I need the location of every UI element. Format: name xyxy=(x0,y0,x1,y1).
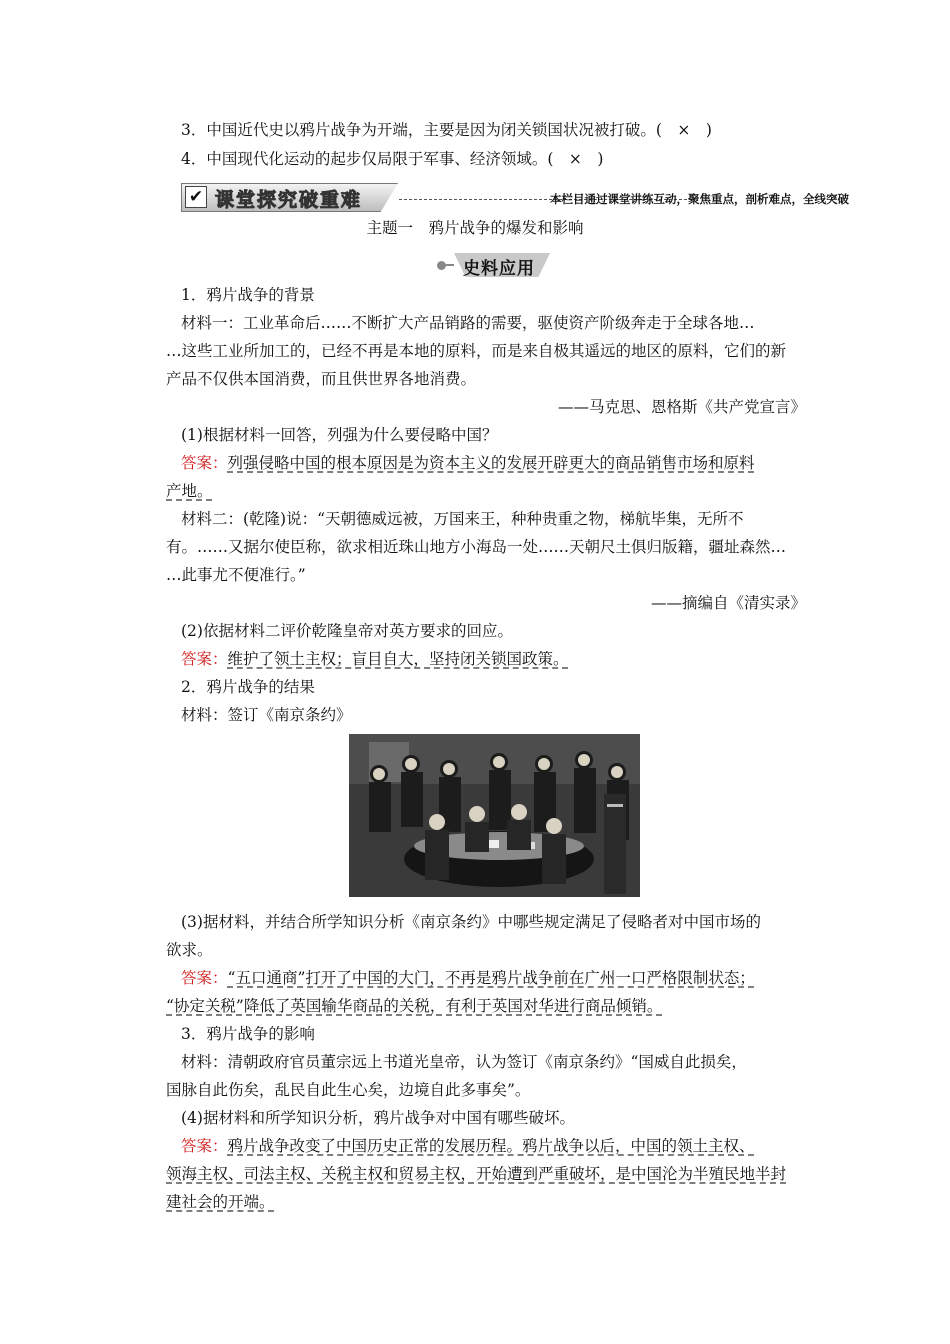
material-text: 材料一：工业革命后……不断扩大产品销路的需要，驱使资产阶级奔走于全球各地… xyxy=(181,314,755,332)
treaty-signing-illustration xyxy=(349,734,640,897)
question-2: (2)依据材料二评价乾隆皇帝对英方要求的回应。 xyxy=(181,622,513,640)
banner-title: 课堂探究破重难 xyxy=(215,189,363,211)
question-4: (4)据材料和所学知识分析，鸦片战争对中国有哪些破坏。 xyxy=(181,1109,575,1127)
answer-text: “五口通商”打开了中国的大门，不再是鸦片战争前在广州一口严格限制状态； xyxy=(227,969,755,987)
material-text: 材料：清朝政府官员董宗远上书道光皇帝，认为签订《南京条约》“国威自此损矣， xyxy=(181,1053,747,1071)
section-tag xyxy=(437,252,557,278)
question-3: (3)据材料，并结合所学知识分析《南京条约》中哪些规定满足了侵略者对中国市场的 xyxy=(181,913,761,931)
section-banner xyxy=(181,181,849,213)
answer-label: 答案： xyxy=(181,969,228,987)
judgement-item-3: 3．中国近代史以鸦片战争为开端，主要是因为闭关锁国状况被打破。( × ) xyxy=(181,121,712,139)
banner-note: 本栏目通过课堂讲练互动，聚焦重点，剖析难点，全线突破 xyxy=(550,192,849,206)
material-text: 材料二：(乾隆)说：“天朝德威远被，万国来王，种种贵重之物，梯航毕集，无所不 xyxy=(181,510,744,528)
material-text: …这些工业所加工的，已经不再是本地的原料，而是来自极其遥远的地区的原料，它们的新 xyxy=(166,342,787,360)
material-text: 材料：签订《南京条约》 xyxy=(181,706,352,724)
material-text: 国脉自此伤矣，乱民自此生心矣，边境自此多事矣”。 xyxy=(166,1081,531,1099)
section-heading: 2．鸦片战争的结果 xyxy=(181,678,315,696)
material-text: …此事尤不便准行。” xyxy=(166,566,306,584)
answer-4-cont xyxy=(166,1191,275,1213)
answer-text: 建社会的开端。 xyxy=(166,1193,275,1211)
material-source: ——摘编自《清实录》 xyxy=(650,594,806,612)
answer-1 xyxy=(181,452,755,474)
answer-text: “协定关税”降低了英国输华商品的关税，有利于英国对华进行商品倾销。 xyxy=(166,997,663,1015)
treaty-signing-photo xyxy=(349,734,640,897)
answer-4-cont xyxy=(166,1163,786,1185)
section-heading: 3．鸦片战争的影响 xyxy=(181,1025,315,1043)
answer-text: 维护了领土主权；盲目自大，坚持闭关锁国政策。 xyxy=(227,650,569,668)
bullet-icon xyxy=(437,261,446,270)
answer-1-cont xyxy=(166,480,213,502)
answer-label: 答案： xyxy=(181,1137,228,1155)
answer-text: 产地。 xyxy=(166,482,213,500)
check-icon: ✔ xyxy=(185,186,207,208)
topic-title: 主题一 鸦片战争的爆发和影响 xyxy=(366,219,584,237)
tag-connector xyxy=(446,264,454,266)
answer-4 xyxy=(181,1135,755,1157)
answer-label: 答案： xyxy=(181,454,228,472)
tag-label: 史料应用 xyxy=(463,259,535,279)
question-3-cont: 欲求。 xyxy=(166,941,213,959)
material-source: ——马克思、恩格斯《共产党宣言》 xyxy=(557,398,806,416)
answer-label: 答案： xyxy=(181,650,228,668)
answer-3-cont xyxy=(166,995,662,1017)
material-text: 有。……又据尔使臣称，欲求相近珠山地方小海岛一处……天朝尺土俱归版籍，疆址森然… xyxy=(166,538,787,556)
answer-2 xyxy=(181,648,569,670)
section-heading: 1．鸦片战争的背景 xyxy=(181,286,315,304)
material-text: 产品不仅供本国消费，而且供世界各地消费。 xyxy=(166,370,477,388)
answer-3 xyxy=(181,967,755,989)
judgement-item-4: 4．中国现代化运动的起步仅局限于军事、经济领域。( × ) xyxy=(181,150,604,168)
question-1: (1)根据材料一回答，列强为什么要侵略中国？ xyxy=(181,426,498,444)
answer-text: 鸦片战争改变了中国历史正常的发展历程。鸦片战争以后，中国的领土主权、 xyxy=(227,1137,755,1155)
answer-text: 列强侵略中国的根本原因是为资本主义的发展开辟更大的商品销售市场和原料 xyxy=(227,454,755,472)
answer-text: 领海主权、司法主权、关税主权和贸易主权，开始遭到严重破坏，是中国沦为半殖民地半封 xyxy=(166,1165,787,1183)
